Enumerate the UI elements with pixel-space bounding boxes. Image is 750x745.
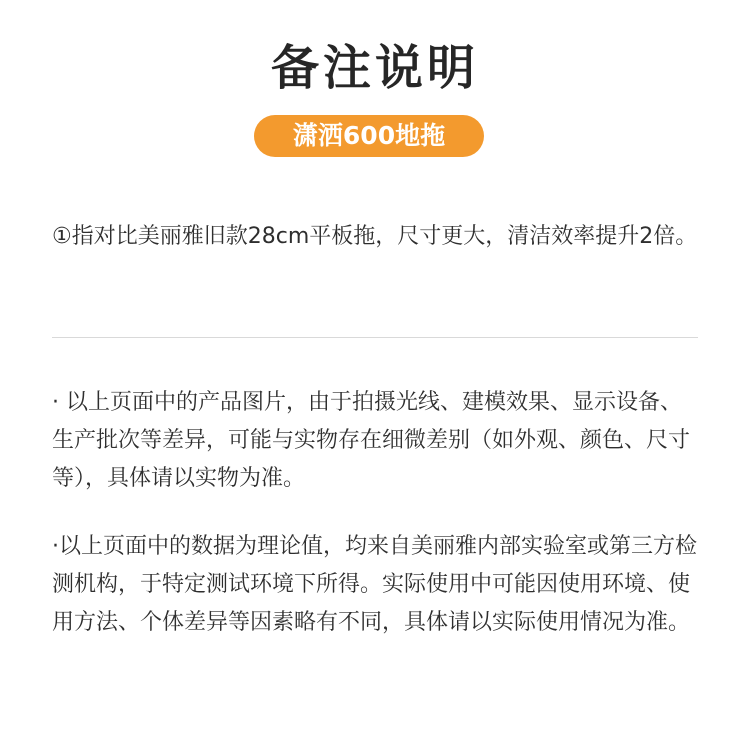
page-title: 备注说明	[270, 40, 479, 96]
product-name-badge: 潇洒600地拖	[254, 115, 484, 157]
note-efficiency: ①指对比美丽雅旧款28cm平板拖，尺寸更大，清洁效率提升2倍。	[52, 224, 698, 249]
note-data-disclaimer: ·以上页面中的数据为理论值，均来自美丽雅内部实验室或第三方检测机构，于特定测试环境下所得。实际使用中可能因使用环境、使用方法、个体差异等因素略有不同，具体请以实际使用情况为准。	[52, 534, 697, 635]
section-divider	[52, 337, 698, 338]
note-image-disclaimer: · 以上页面中的产品图片，由于拍摄光线、建模效果、显示设备、生产批次等差异，可能与实物存在细微差别（如外观、颜色、尺寸等），具体请以实物为准。	[52, 390, 691, 491]
